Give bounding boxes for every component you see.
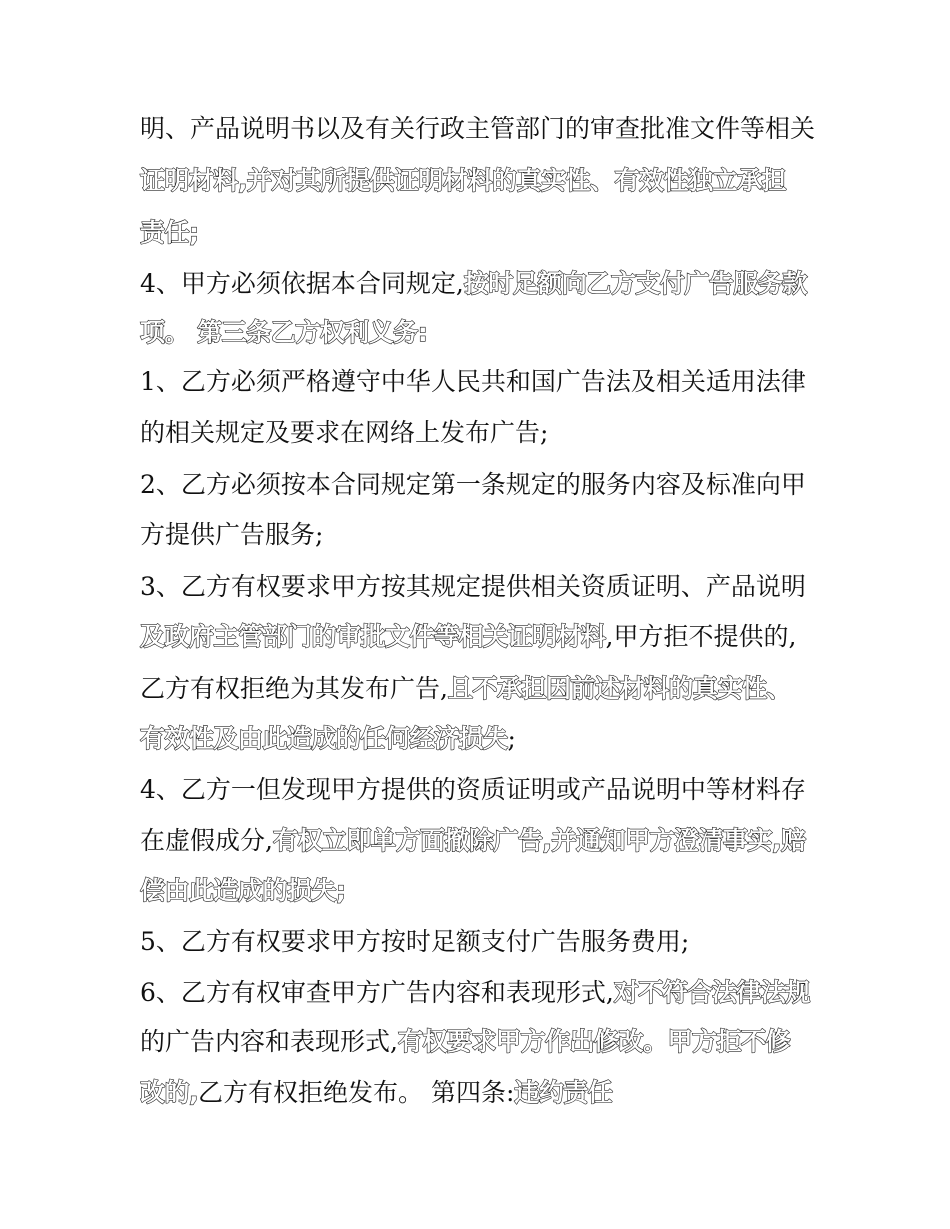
outlined-text-run: 有权立即单方面撤除广告,并通知甲方澄清事实,赔: [272, 826, 806, 855]
text-run: 在虚假成分,: [140, 826, 273, 855]
outlined-text-run: 有权要求甲方作出修改。甲方拒不修: [397, 1027, 790, 1056]
text-run: 乙方有权拒绝发布。 第四条:: [198, 1078, 515, 1107]
outlined-text-run: 证明材料,并对其所提供证明材料的真实性、有效性独立承担: [140, 166, 786, 195]
outlined-text-run: 及政府主管部门的审批文件等相关证明材料: [140, 622, 606, 651]
outlined-text-run: 按时足额向乙方支付广告服务款: [463, 269, 807, 298]
text-line: [140, 218, 199, 248]
text-line: [140, 318, 427, 348]
text-line: [140, 622, 796, 652]
text-line: [140, 674, 791, 704]
text-run: 方提供广告服务;: [140, 520, 324, 549]
text-run: 的相关规定及要求在网络上发布广告;: [140, 418, 549, 447]
text-run: 6、乙方有权审查甲方广告内容和表现形式,: [140, 978, 614, 1007]
text-line: [140, 876, 346, 906]
text-line: [140, 826, 805, 856]
text-line: [140, 166, 786, 196]
outlined-text-run: 违约责任: [514, 1078, 613, 1107]
text-line: [140, 520, 323, 550]
text-line: [140, 978, 810, 1008]
text-run: 明、产品说明书以及有关行政主管部门的审查批准文件等相关: [140, 114, 816, 143]
outlined-text-run: 且不承担因前述材料的真实性、: [447, 674, 791, 703]
text-line: [140, 269, 807, 299]
text-line: [140, 775, 806, 805]
text-line: [140, 927, 689, 957]
text-line: [140, 470, 806, 500]
outlined-text-run: 项。 第三条乙方权利义务:: [140, 318, 428, 347]
text-run: 乙方有权拒绝为其发布广告,: [140, 674, 448, 703]
text-run: 1、乙方必须严格遵守中华人民共和国广告法及相关适用法律: [140, 367, 806, 396]
outlined-text-run: 有效性及由此造成的任何经济损失: [140, 724, 508, 753]
outlined-text-run: 对不符合法律法规: [613, 978, 810, 1007]
text-line: [140, 114, 815, 144]
text-line: [140, 724, 516, 754]
outlined-text-run: 改的,: [140, 1078, 198, 1107]
text-line: [140, 418, 548, 448]
text-run: ;: [507, 724, 516, 753]
text-run: 的广告内容和表现形式,: [140, 1027, 398, 1056]
outlined-text-run: 责任;: [140, 218, 199, 247]
text-run: 3、乙方有权要求甲方按其规定提供相关资质证明、产品说明: [140, 572, 806, 601]
text-run: 2、乙方必须按本合同规定第一条规定的服务内容及标准向甲: [140, 470, 806, 499]
text-run: 4、乙方一但发现甲方提供的资质证明或产品说明中等材料存: [140, 775, 806, 804]
text-run: 5、乙方有权要求甲方按时足额支付广告服务费用;: [140, 927, 690, 956]
text-line: [140, 572, 806, 602]
outlined-text-run: 偿由此造成的损失;: [140, 876, 346, 905]
text-run: 4、甲方必须依据本合同规定,: [140, 269, 464, 298]
text-line: [140, 1078, 612, 1108]
text-line: [140, 367, 806, 397]
text-run: ,甲方拒不提供的,: [605, 622, 797, 651]
text-line: [140, 1027, 790, 1057]
